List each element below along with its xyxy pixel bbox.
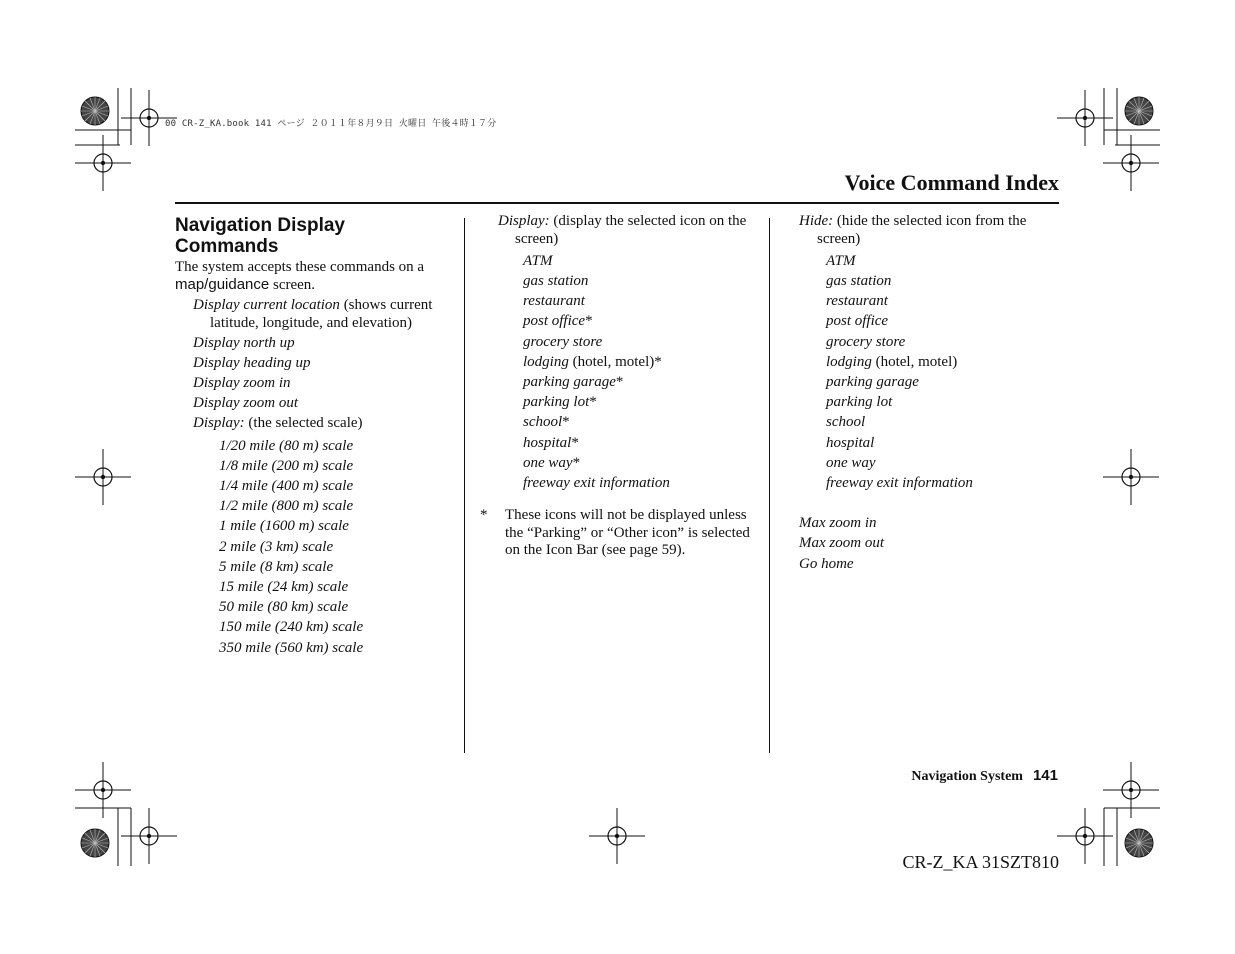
display-command-heading: Display: (display the selected icon on the screen) [498,213,747,247]
icon-item: freeway exit information [826,474,973,491]
command-item: Display heading up [193,354,311,371]
icon-item: school* [523,414,570,431]
scale-item: 150 mile (240 km) scale [219,619,364,636]
icon-item: grocery store [523,333,603,350]
scale-item: 15 mile (24 km) scale [219,579,349,596]
footer-section [911,767,1058,785]
icon-item: grocery store [826,333,906,350]
column-divider [464,218,465,753]
command-item: Display zoom in [193,375,291,392]
icon-item: lodging (hotel, motel) [826,353,958,370]
icon-item: ATM [826,252,856,269]
footnote-text: These icons will not be displayed unless the “Parking” or “Other icon” is selected on the Icon Bar (see page 59). [505,507,750,559]
column-1 [175,213,453,658]
section-title: Navigation Display Commands [175,215,345,257]
file-header: 00 CR-Z_KA.book 141 ページ ２０１１年８月９日 火曜日 午後４時１７分 [165,119,497,129]
command-item: Go home [799,555,854,572]
map-guidance-term: map/guidance [175,276,270,293]
command-item: Display: (the selected scale) [193,415,363,432]
hide-icon-list [799,251,1061,493]
footer-section-label: Navigation System [911,769,1023,784]
scale-item: 1/2 mile (800 m) scale [219,498,354,515]
icon-item: gas station [826,272,892,289]
command-item: Display current location (shows current latitude, longitude, and elevation) [193,297,433,331]
scale-item: 50 mile (80 km) scale [219,599,349,616]
scale-item: 350 mile (560 km) scale [219,639,364,656]
icon-item: parking garage [826,373,919,390]
icon-item: post office* [523,313,593,330]
display-icon-list [480,251,756,493]
icon-item: gas station [523,272,589,289]
title-rule [175,202,1059,204]
icon-item: restaurant [826,293,888,310]
icon-item: hospital [826,434,875,451]
page-title: Voice Command Index [844,170,1059,195]
column-divider [769,218,770,753]
icon-item: restaurant [523,293,585,310]
icon-item: parking lot* [523,394,597,411]
icon-item: ATM [523,252,553,269]
scale-item: 1/20 mile (80 m) scale [219,437,354,454]
scale-item: 2 mile (3 km) scale [219,538,334,555]
icon-item: freeway exit information [523,474,670,491]
command-item: Display north up [193,334,295,351]
command-item: Max zoom out [799,535,884,552]
page-number: 141 [1032,767,1058,784]
document-code: CR-Z_KA 31SZT810 [902,852,1059,872]
scale-item: 1/8 mile (200 m) scale [219,457,354,474]
icon-item: parking garage* [523,373,624,390]
scale-item: 5 mile (8 km) scale [219,558,334,575]
scale-item: 1 mile (1600 m) scale [219,518,349,535]
column-2 [480,213,756,560]
hide-command-heading: Hide: (hide the selected icon from the screen) [799,213,1027,247]
icon-item: post office [826,313,889,330]
icon-item: hospital* [523,434,579,451]
command-item: Max zoom in [799,515,877,532]
icon-item: one way [826,454,876,471]
scale-list [175,436,453,658]
icon-item: lodging (hotel, motel)* [523,353,662,370]
icon-item: school [826,414,866,431]
icon-item: parking lot [826,394,893,411]
column-3 [799,213,1061,574]
color-bar-mark-icon [81,97,109,125]
command-item: Display zoom out [193,395,298,412]
command-list [175,297,453,433]
icon-item: one way* [523,454,581,471]
intro-text: The system accepts these commands on a map/guidance screen. [175,259,425,293]
footnote-mark: * [480,507,488,524]
footnote [480,507,756,560]
scale-item: 1/4 mile (400 m) scale [219,478,354,495]
